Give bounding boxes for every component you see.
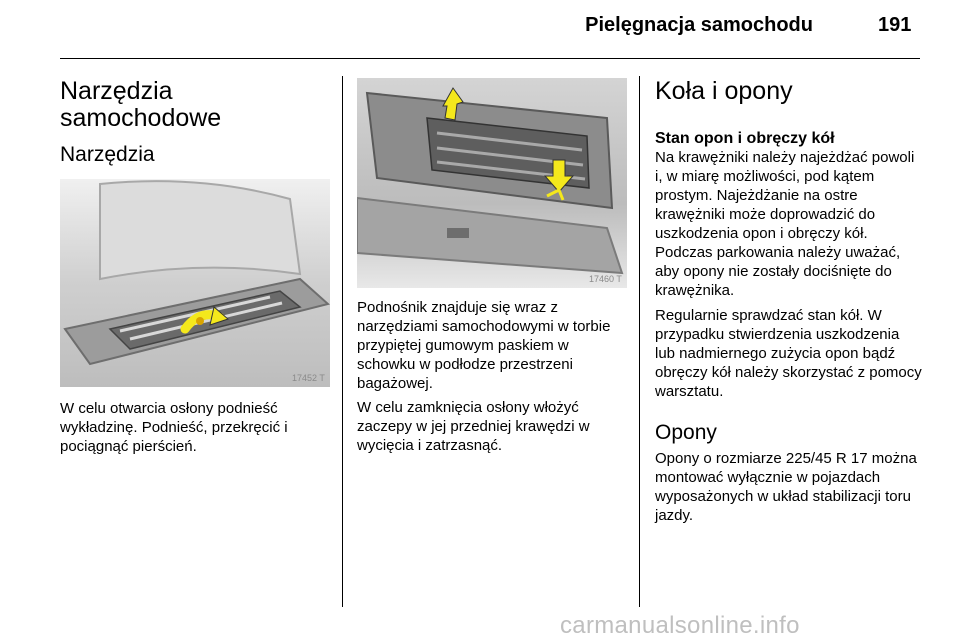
header-divider [60, 58, 920, 59]
tyre-condition-heading: Stan opon i obręczy kół [655, 130, 835, 147]
tools-subtitle: Narzędzia [60, 143, 155, 166]
jack-paragraph: Podnośnik znajduje się wraz z narzędziami samochodowymi w torbie przypiętej gumowym paskiem w schowku w podłodze przestrzeni bagażowej. [357, 299, 611, 392]
tyres-heading: Opony [655, 421, 717, 444]
ring-pull-icon [196, 317, 204, 325]
watermark: carmanualsonline.info [560, 612, 800, 639]
latch-slot [447, 228, 469, 238]
wheel-check-paragraph: Regularnie sprawdzać stan kół. W przypadku stwierdzenia uszkodzenia lub nadmiernego zużycia opon bądź obręczy kół należy skorzystać z pomocy warsztatu. [655, 307, 922, 400]
right-column [655, 78, 923, 525]
column-divider-2 [639, 76, 640, 607]
page-number: 191 [878, 14, 912, 36]
seat-back-shape [100, 181, 300, 279]
column-divider-1 [342, 76, 343, 607]
section-title: Pielęgnacja samochodu [585, 14, 813, 36]
tools-paragraph: W celu otwarcia osłony podnieść wykładzinę. Podnieść, przekręcić i pociągnąć pierścień. [60, 400, 288, 455]
figure-number: 17460 T [589, 274, 622, 284]
middle-column [357, 78, 627, 455]
tools-title: Narzędzia samochodowe [60, 77, 222, 132]
tyres-paragraph: Opony o rozmiarze 225/45 R 17 można montować wyłącznie w pojazdach wyposażonych w układ stabilizacji toru jazdy. [655, 450, 917, 524]
close-cover-paragraph: W celu zamknięcia osłony włożyć zaczepy w jej przedniej krawędzi w wycięcia i zatrzasnąć. [357, 399, 590, 454]
left-column [60, 78, 330, 456]
figure-number: 17452 T [292, 373, 325, 383]
wheels-tyres-title: Koła i opony [655, 77, 793, 105]
jack-compartment-photo [357, 78, 627, 288]
tools-cover-photo [60, 179, 330, 387]
tyre-condition-paragraph: Na krawężniki należy najeżdżać powoli i, w miarę możliwości, pod kątem prostym. Najeżdżanie na ostre krawężniki może doprowadzić do uszkodzenia opon i obręczy kół. Podczas parkowania należy uważać, aby opony nie zostały dociśnięte do krawężnika. [655, 149, 915, 299]
